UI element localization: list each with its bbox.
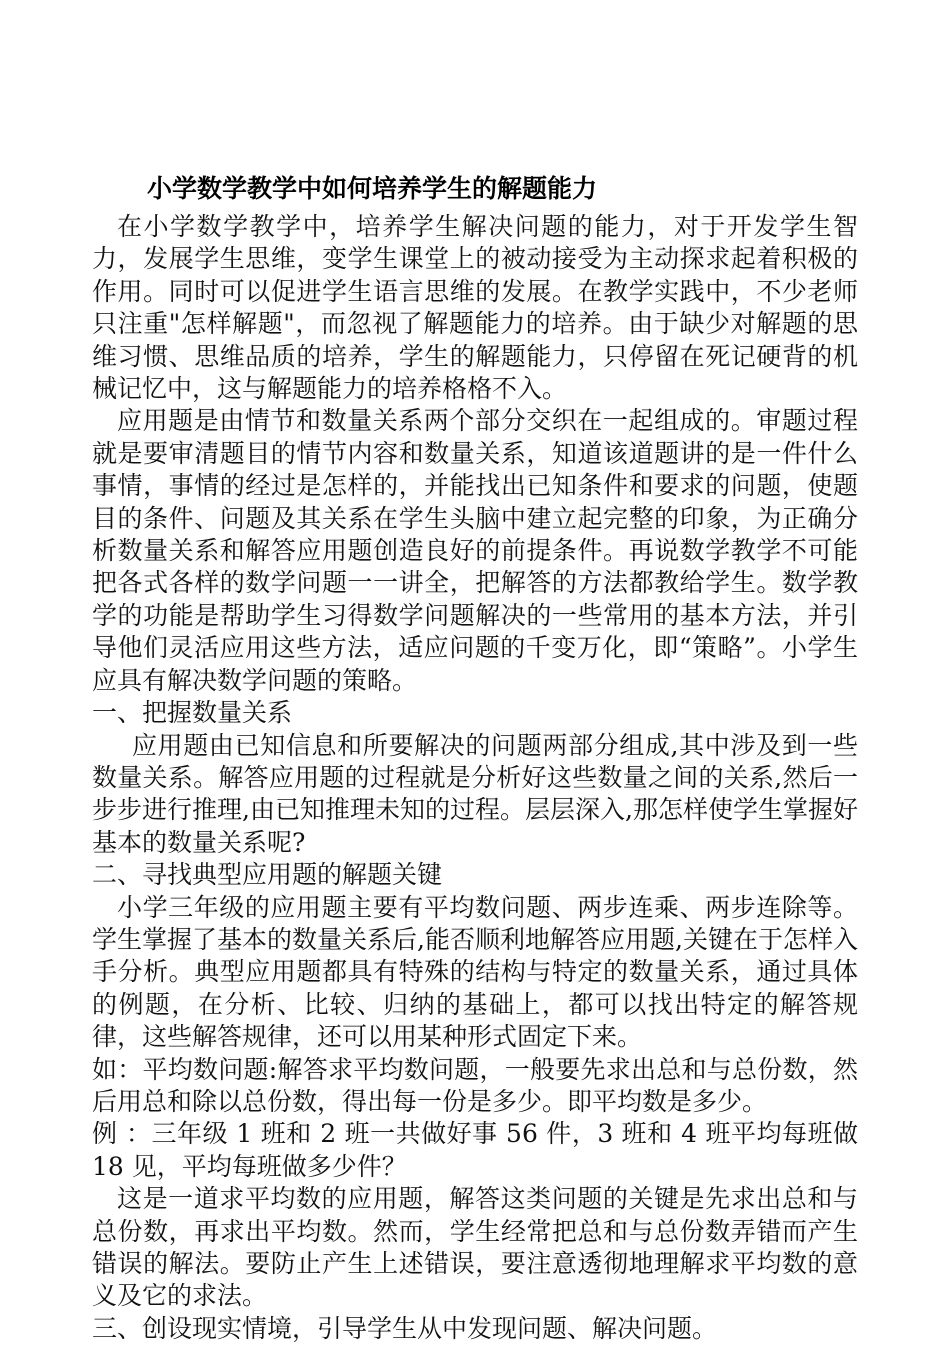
section-heading-3: 三、创设现实情境，引导学生从中发现问题、解决问题。 xyxy=(92,1313,718,1343)
document-body xyxy=(92,171,858,1345)
paragraph-analysis: 这是一道求平均数的应用题，解答这类问题的关键是先求出总和与总份数，再求出平均数。然而，学生经常把总和与总份数弄错而产生错误的解法。要防止产生上述错误，要注意透彻地理解求平均数的意义及它的求法。 xyxy=(92,1184,858,1311)
paragraph-section-2: 小学三年级的应用题主要有平均数问题、两步连乘、两步连除等。学生掌握了基本的数量关系后,能否顺利地解答应用题,关键在于怎样入手分析。典型应用题都具有特殊的结构与特定的数量关系，通过具体的例题，在分析、比较、归纳的基础上，都可以找出特定的解答规律，这些解答规律，还可以用某种形式固定下来。 xyxy=(92,892,858,1052)
document-title: 小学数学教学中如何培养学生的解题能力 xyxy=(147,174,598,203)
paragraph-example: 例 ：三年级 1 班和 2 班一共做好事 56 件，3 班和 4 班平均每班做 18 见，平均每班做多少件？ xyxy=(92,1119,858,1181)
paragraph-section-1: 应用题由已知信息和所要解决的问题两部分组成,其中涉及到一些数量关系。解答应用题的过程就是分析好这些数量之间的关系,然后一步步进行推理,由已知推理未知的过程。层层深入,那怎样使学生掌握好基本的数量关系呢? xyxy=(92,730,858,857)
section-heading-2: 二、寻找典型应用题的解题关键 xyxy=(92,860,443,890)
paragraph-example-intro: 如：平均数问题:解答求平均数问题，一般要先求出总和与总份数，然后用总和除以总份数，得出每一份是多少。即平均数是多少。 xyxy=(92,1054,858,1116)
section-heading-1: 一、把握数量关系 xyxy=(92,698,293,728)
paragraph-application: 应用题是由情节和数量关系两个部分交织在一起组成的。审题过程就是要审清题目的情节内容和数量关系，知道该道题讲的是一件什么事情，事情的经过是怎样的，并能找出已知条件和要求的问题，使题目的条件、问题及其关系在学生头脑中建立起完整的印象，为正确分析数量关系和解答应用题创造良好的前提条件。再说数学教学不可能把各式各样的数学问题一一讲全，把解答的方法都教给学生。数学教学的功能是帮助学生习得数学问题解决的一些常用的基本方法，并引导他们灵活应用这些方法，适应问题的千变万化，即“策略”。小学生应具有解决数学问题的策略。 xyxy=(92,406,858,695)
paragraph-intro: 在小学数学教学中，培养学生解决问题的能力，对于开发学生智力，发展学生思维，变学生课堂上的被动接受为主动探求起着积极的作用。同时可以促进学生语言思维的发展。在教学实践中，不少老师只注重"怎样解题"，而忽视了解题能力的培养。由于缺少对解题的思维习惯、思维品质的培养，学生的解题能力，只停留在死记硬背的机械记忆中，这与解题能力的培养格格不入。 xyxy=(92,212,858,404)
